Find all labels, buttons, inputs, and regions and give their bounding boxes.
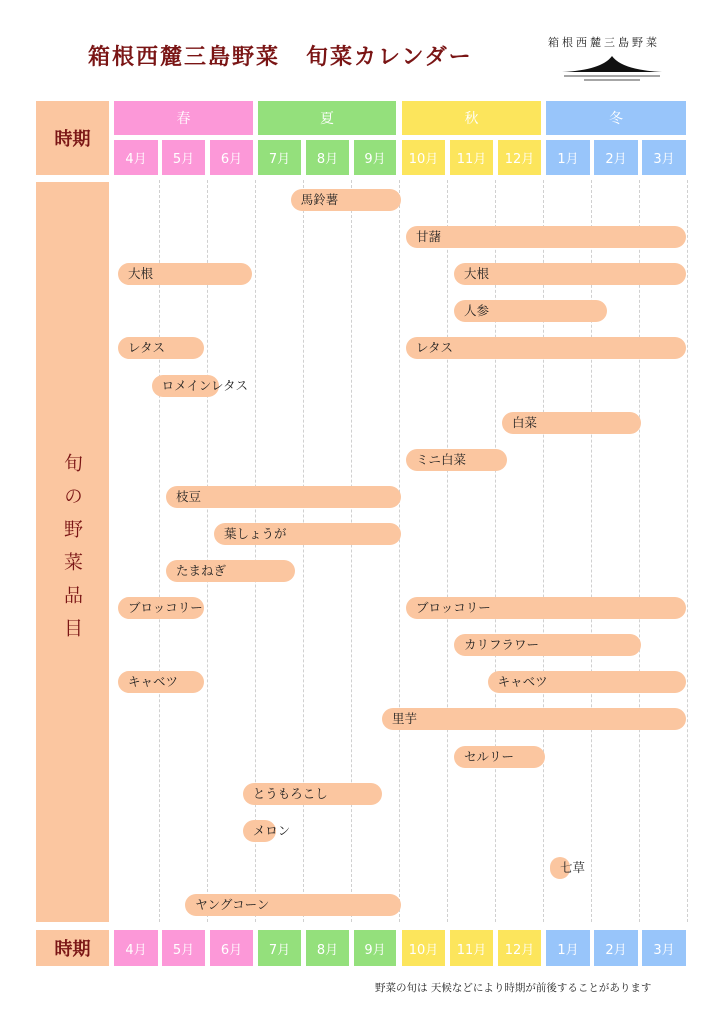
title-main: 箱根西麓三島野菜 <box>88 45 281 70</box>
vegetable-name: ロメインレタス <box>161 378 249 393</box>
month-gridline <box>159 180 160 922</box>
vegetable-name: ミニ白菜 <box>416 452 467 467</box>
vegetable-name: 白菜 <box>512 415 538 430</box>
month-footer-dec: 12月 <box>498 930 541 966</box>
month-footer-nov: 11月 <box>450 930 493 966</box>
vegetable-bar <box>406 226 686 248</box>
season-winter: 冬 <box>546 101 686 135</box>
vegetable-name: 人参 <box>464 303 490 318</box>
month-footer-may: 5月 <box>162 930 205 966</box>
page-title <box>88 40 473 71</box>
month-gridline <box>543 180 544 922</box>
month-gridline <box>447 180 448 922</box>
vegetable-bar <box>166 486 401 508</box>
month-header-feb: 2月 <box>594 140 638 175</box>
period-header-label <box>36 101 109 175</box>
vegetable-name: セルリー <box>464 749 515 764</box>
month-gridline <box>495 180 496 922</box>
month-header-aug: 8月 <box>306 140 349 175</box>
vegetable-name: ブロッコリー <box>416 600 491 615</box>
season-autumn: 秋 <box>402 101 541 135</box>
month-header-sep: 9月 <box>354 140 396 175</box>
vegetable-name: 大根 <box>464 266 490 281</box>
month-footer-apr: 4月 <box>114 930 158 966</box>
month-header-may: 5月 <box>162 140 205 175</box>
month-gridline <box>639 180 640 922</box>
month-gridline <box>207 180 208 922</box>
vegetable-name: 大根 <box>128 266 154 281</box>
month-header-nov: 11月 <box>450 140 493 175</box>
vegetable-name: 七草 <box>560 860 586 875</box>
month-footer-oct: 10月 <box>402 930 445 966</box>
mountain-icon <box>562 52 662 84</box>
vegetable-name: 甘藷 <box>416 229 442 244</box>
logo <box>548 34 676 84</box>
vegetable-name: たまねぎ <box>176 563 227 578</box>
vegetable-name: 葉しょうが <box>224 526 287 541</box>
period-footer-text: 時期 <box>54 939 91 960</box>
period-footer-label <box>36 930 109 966</box>
month-header-dec: 12月 <box>498 140 541 175</box>
vegetable-name: とうもろこし <box>252 786 328 801</box>
month-gridline <box>399 180 400 922</box>
footnote: 野菜の旬は 天候などにより時期が前後することがあります <box>375 982 652 994</box>
period-header-text: 時期 <box>54 129 91 150</box>
month-gridline <box>591 180 592 922</box>
month-footer-jun: 6月 <box>210 930 253 966</box>
month-header-jun: 6月 <box>210 140 253 175</box>
season-summer: 夏 <box>258 101 396 135</box>
month-footer-jul: 7月 <box>258 930 301 966</box>
month-header-apr: 4月 <box>114 140 158 175</box>
month-footer-mar: 3月 <box>642 930 686 966</box>
month-gridline <box>303 180 304 922</box>
month-gridline <box>255 180 256 922</box>
vegetable-name: キャベツ <box>128 674 179 689</box>
vegetable-name: レタス <box>416 340 454 355</box>
month-footer-aug: 8月 <box>306 930 349 966</box>
month-footer-jan: 1月 <box>546 930 590 966</box>
vegetable-bar <box>382 708 686 730</box>
month-footer-feb: 2月 <box>594 930 638 966</box>
vegetable-name: ブロッコリー <box>128 600 203 615</box>
vegetable-items-text: 旬の野菜品目 <box>61 453 83 651</box>
month-header-jan: 1月 <box>546 140 590 175</box>
logo-text: 箱根西麓三島野菜 <box>548 36 660 49</box>
vegetable-name: メロン <box>252 823 291 838</box>
vegetable-name: 里芋 <box>392 711 418 726</box>
vegetable-name: レタス <box>128 340 166 355</box>
month-header-mar: 3月 <box>642 140 686 175</box>
season-spring: 春 <box>114 101 253 135</box>
vegetable-name: カリフラワー <box>464 637 540 652</box>
month-gridline <box>687 180 688 922</box>
vegetable-name: 枝豆 <box>176 489 202 504</box>
vegetable-name: ヤングコーン <box>195 897 270 912</box>
month-header-jul: 7月 <box>258 140 301 175</box>
vegetable-name: キャベツ <box>497 674 548 689</box>
vegetable-name: 馬鈴薯 <box>300 192 339 207</box>
title-sub: 旬菜カレンダー <box>306 45 473 70</box>
month-gridline <box>351 180 352 922</box>
month-footer-sep: 9月 <box>354 930 396 966</box>
vegetable-items-label <box>36 182 109 922</box>
month-header-oct: 10月 <box>402 140 445 175</box>
